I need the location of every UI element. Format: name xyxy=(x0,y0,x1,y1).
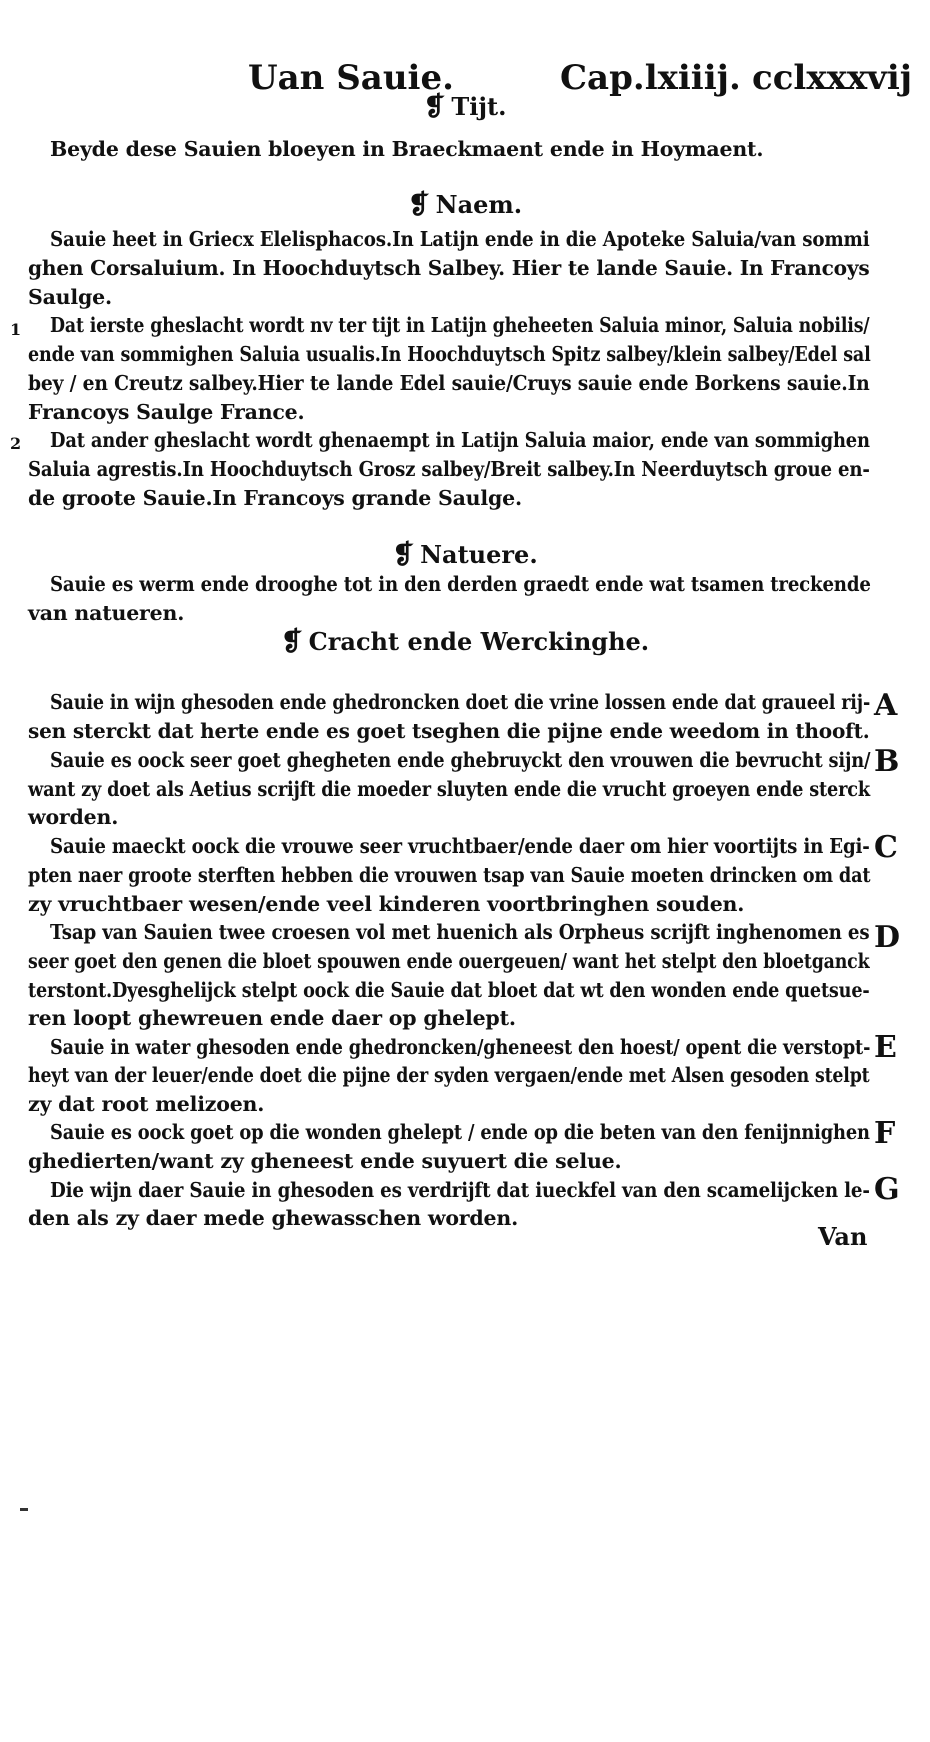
text-line: Dat ierste gheslacht wordt nv ter tijt in Latijn gheheeten Saluia minor, Saluia nobilis/ xyxy=(50,313,870,337)
text-line: Sauie es werm ende drooghe tot in den derden graedt ende wat tsamen treckende xyxy=(50,572,871,596)
pilcrow-icon: ❡ xyxy=(407,190,430,220)
text-line: terstont.Dyesghelijck stelpt oock die Sauie dat bloet dat wt den wonden ende quetsue- xyxy=(28,978,870,1002)
pilcrow-icon: ❡ xyxy=(423,92,446,122)
text-line: zy dat root melizoen. xyxy=(28,1092,265,1116)
text-line: de groote Sauie.In Francoys grande Saulge. xyxy=(28,486,522,510)
heading-tijt-text: Tijt. xyxy=(451,92,507,121)
heading-natuere-text: Natuere. xyxy=(420,540,538,569)
side-letter: C xyxy=(874,830,898,865)
pilcrow-icon: ❡ xyxy=(280,627,303,657)
folio-number: cclxxxvij xyxy=(752,58,913,98)
running-title: Uan Sauie. xyxy=(248,58,454,98)
text-line: worden. xyxy=(28,805,119,829)
margin-number: 1 xyxy=(10,320,22,339)
heading-cracht xyxy=(0,627,930,657)
text-line: Sauie maeckt oock die vrouwe seer vruchtbaer/ende daer om hier voortijts in Egi- xyxy=(50,834,870,858)
side-letter: F xyxy=(874,1116,896,1151)
text-line: van natueren. xyxy=(28,601,185,625)
margin-number: 2 xyxy=(10,434,22,453)
text-line: want zy doet als Aetius scrijft die moeder sluyten ende die vrucht groeyen ende sterck xyxy=(28,777,870,801)
text-line: Beyde dese Sauien bloeyen in Braeckmaent ende in Hoymaent. xyxy=(50,137,764,161)
text-line: Tsap van Sauien twee croesen vol met huenich als Orpheus scrijft inghenomen es xyxy=(50,920,870,944)
text-line: sen sterckt dat herte ende es goet tseghen die pijne ende weedom in thooft. xyxy=(28,719,870,743)
heading-tijt xyxy=(0,92,930,122)
text-line: ende van sommighen Saluia usualis.In Hoochduytsch Spitz salbey/klein salbey/Edel sal xyxy=(28,342,871,366)
text-line: Sauie es oock seer goet ghegheten ende ghebruyckt den vrouwen die bevrucht sijn/ xyxy=(50,748,871,772)
text-line: Dat ander gheslacht wordt ghenaempt in Latijn Saluia maior, ende van sommighen xyxy=(50,428,870,452)
chapter-number: Cap.lxiiij. xyxy=(560,58,741,98)
text-line: ghedierten/want zy gheneest ende suyuert die selue. xyxy=(28,1149,622,1173)
text-line: den als zy daer mede ghewasschen worden. xyxy=(28,1206,519,1230)
text-line: Sauie in water ghesoden ende ghedroncken/gheneest den hoest/ opent die verstopt- xyxy=(50,1035,871,1059)
text-line: zy vruchtbaer wesen/ende veel kinderen voortbringhen souden. xyxy=(28,892,745,916)
text-line: Francoys Saulge France. xyxy=(28,400,305,424)
heading-naem xyxy=(0,190,930,220)
text-line: Saluia agrestis.In Hoochduytsch Grosz salbey/Breit salbey.In Neerduytsch groue en- xyxy=(28,457,870,481)
text-line: Sauie es oock goet op die wonden ghelept / ende op die beten van den fenijnnighen xyxy=(50,1120,870,1144)
text-line: ren loopt ghewreuen ende daer op ghelept. xyxy=(28,1006,516,1030)
text-line: ghen Corsaluium. In Hoochduytsch Salbey. Hier te lande Sauie. In Francoys xyxy=(28,256,870,280)
side-letter: B xyxy=(874,744,900,779)
text-line: Sauie heet in Griecx Elelisphacos.In Latijn ende in die Apoteke Saluia/van sommi xyxy=(50,227,870,251)
side-letter: E xyxy=(874,1030,897,1065)
side-letter: D xyxy=(874,920,901,955)
text-line: seer goet den genen die bloet spouwen ende ouergeuen/ want het stelpt den bloetganck xyxy=(28,949,870,973)
heading-naem-text: Naem. xyxy=(435,190,523,219)
heading-cracht-text: Cracht ende Werckinghe. xyxy=(308,627,650,656)
text-line: pten naer groote sterften hebben die vrouwen tsap van Sauie moeten drincken om dat xyxy=(28,863,871,887)
text-line: Die wijn daer Sauie in ghesoden es verdrijft dat iueckfel van den scamelijcken le- xyxy=(50,1178,870,1202)
text-line: Sauie in wijn ghesoden ende ghedroncken doet die vrine lossen ende dat graueel rij- xyxy=(50,690,871,714)
text-line: Saulge. xyxy=(28,285,112,309)
ink-mark xyxy=(20,1508,28,1511)
text-line: bey / en Creutz salbey.Hier te lande Edel sauie/Cruys sauie ende Borkens sauie.In xyxy=(28,371,870,395)
side-letter: A xyxy=(874,688,898,723)
catchword: Van xyxy=(818,1222,868,1251)
heading-natuere xyxy=(0,540,930,570)
side-letter: G xyxy=(874,1172,900,1207)
text-line: heyt van der leuer/ende doet die pijne der syden vergaen/ende met Alsen gesoden stelpt xyxy=(28,1063,870,1087)
pilcrow-icon: ❡ xyxy=(392,540,415,570)
